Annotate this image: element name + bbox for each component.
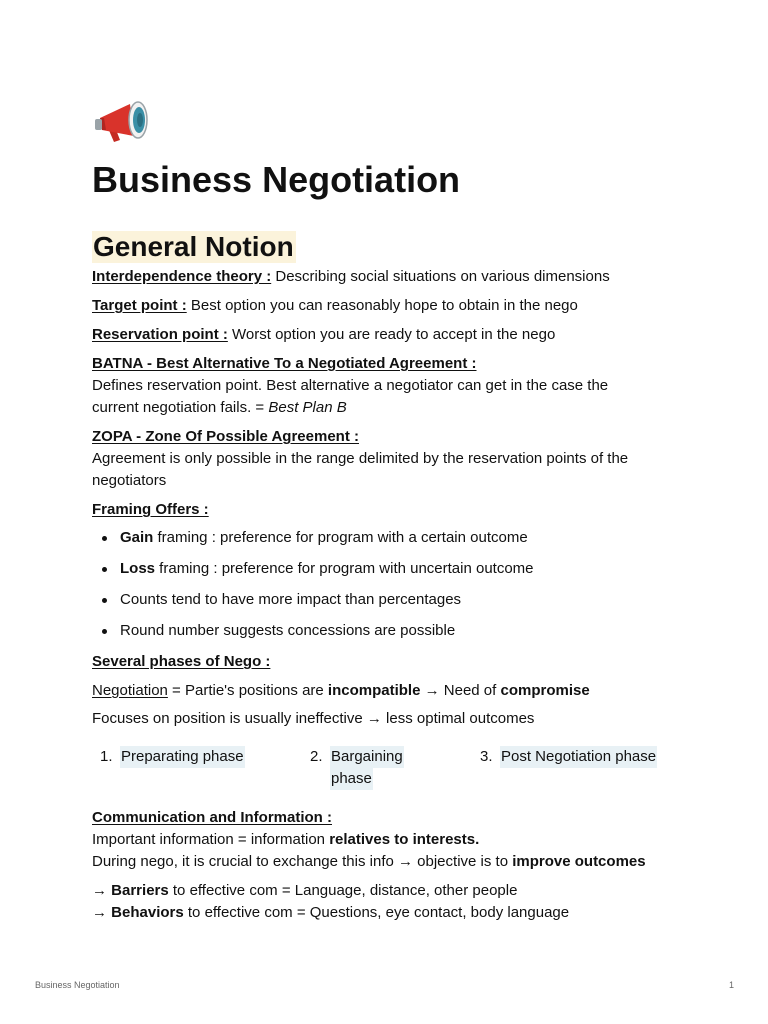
phase-number: 2. [310, 748, 323, 765]
bold-behaviors: Behaviors [111, 904, 184, 921]
item-text: Round number suggests concessions are possible [120, 622, 456, 639]
phase-number: 3. [480, 748, 493, 765]
bullet-icon [102, 536, 107, 541]
bullet-icon [102, 629, 107, 634]
footer-title: Business Negotiation [35, 980, 120, 990]
text-span: → Need of [420, 682, 501, 699]
list-item [92, 558, 682, 580]
text-span: to effective com = Questions, eye contact, body language [183, 904, 570, 921]
communication-term [92, 807, 682, 829]
behaviors-line [92, 902, 682, 924]
barriers-line [92, 880, 682, 902]
bold-improve-outcomes: improve outcomes [512, 853, 646, 870]
zopa-term [92, 426, 682, 448]
definition-term: ZOPA - Zone Of Possible Agreement : [92, 428, 359, 445]
batna-term [92, 353, 682, 375]
batna-line-1: Defines reservation point. Best alternative a negotiator can get in the case the [92, 377, 609, 394]
definition-reservation-point [92, 324, 682, 346]
list-item [92, 620, 682, 642]
negotiation-line [92, 680, 682, 702]
bold-barriers: Barriers [111, 882, 169, 899]
phases-term [92, 651, 682, 673]
definition-text: Describing social situations on various dimensions [271, 268, 610, 285]
phase-number: 1. [100, 748, 113, 765]
text-span: During nego, it is crucial to exchange this info → objective is to [92, 853, 513, 870]
definition-target-point [92, 295, 682, 317]
phase-label: Preparating phase [120, 746, 245, 768]
page-number: 1 [729, 980, 735, 990]
text-span: to effective com = Language, distance, other people [168, 882, 518, 899]
item-text: Counts tend to have more impact than percentages [120, 591, 462, 608]
item-text: framing : preference for program with uncertain outcome [155, 560, 534, 577]
bold-incompatible: incompatible [327, 682, 421, 699]
bullet-icon [102, 598, 107, 603]
item-bold: Loss [120, 560, 156, 577]
focus-line: Focuses on position is usually ineffective → less optimal outcomes [92, 710, 535, 727]
definition-text: Worst option you are ready to accept in the nego [227, 326, 556, 343]
megaphone-icon [94, 94, 152, 150]
page-title: Business Negotiation [92, 159, 461, 200]
framing-term [92, 499, 682, 521]
section-heading: General Notion [93, 231, 294, 262]
batna-emphasis: Best Plan B [268, 399, 347, 416]
definition-term: Several phases of Nego : [92, 653, 271, 670]
phase-label: Bargaining [330, 746, 404, 768]
batna-line-2 [92, 397, 682, 419]
zopa-line-2: negotiators [92, 472, 167, 489]
negotiation-word: Negotiation [92, 682, 168, 699]
phases-list [92, 746, 682, 794]
text-span: = Partie's positions are [167, 682, 328, 699]
batna-text: current negotiation fails. = [92, 399, 269, 416]
communication-line-2 [92, 851, 682, 873]
item-text: framing : preference for program with a certain outcome [153, 529, 528, 546]
definition-term: Reservation point : [92, 326, 228, 343]
text-span: Important information = information [92, 831, 330, 848]
list-item [92, 527, 682, 549]
phase-label-continued: phase [330, 768, 373, 790]
definition-term: BATNA - Best Alternative To a Negotiated Agreement : [92, 355, 477, 372]
item-bold: Gain [120, 529, 154, 546]
zopa-line-1: Agreement is only possible in the range delimited by the reservation points of the [92, 450, 629, 467]
phase-label: Post Negotiation phase [500, 746, 657, 768]
framing-list [92, 527, 682, 642]
definition-term: Target point : [92, 297, 187, 314]
arrow-icon: → [92, 904, 112, 921]
bold-relatives: relatives to interests. [329, 831, 480, 848]
definition-term: Interdependence theory : [92, 268, 272, 285]
definition-term: Framing Offers : [92, 501, 209, 518]
arrow-icon: → [92, 882, 112, 899]
bold-compromise: compromise [500, 682, 590, 699]
definition-interdependence [92, 266, 682, 288]
definition-term: Communication and Information : [92, 809, 332, 826]
list-item [92, 589, 682, 611]
communication-line-1 [92, 829, 682, 851]
bullet-icon [102, 567, 107, 572]
definition-text: Best option you can reasonably hope to obtain in the nego [186, 297, 578, 314]
document-body [92, 94, 682, 924]
